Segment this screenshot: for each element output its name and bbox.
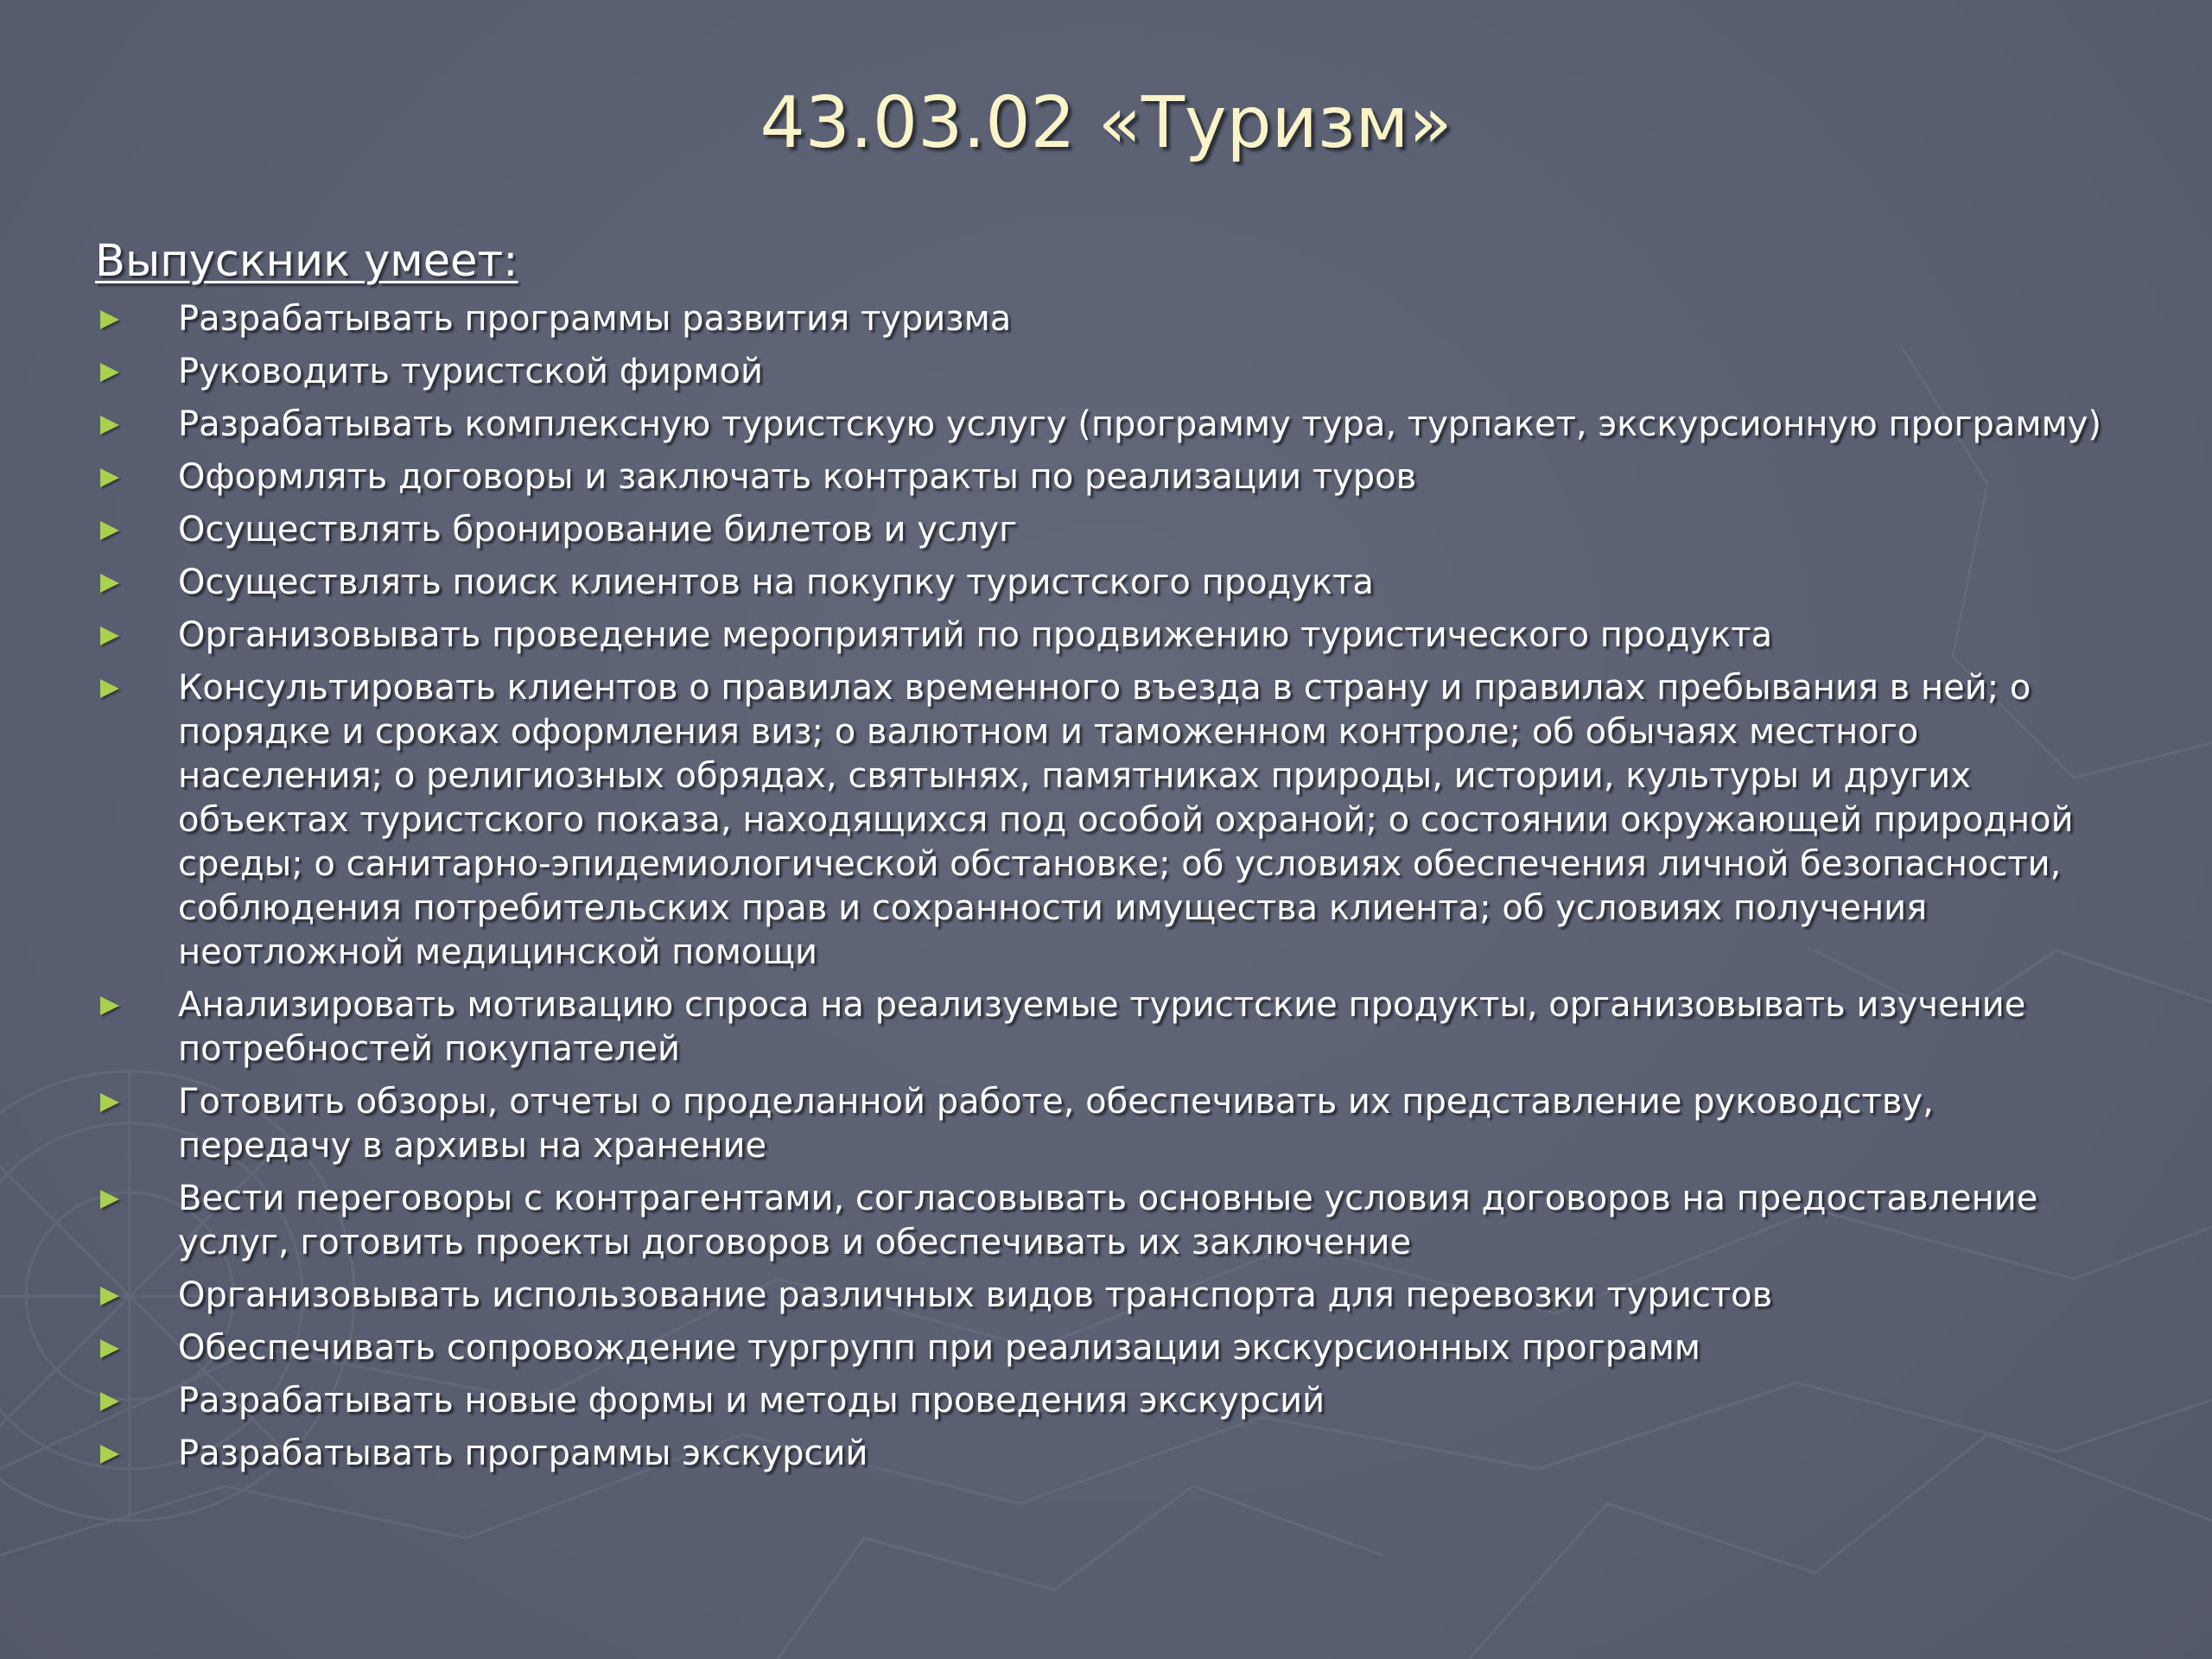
- triangle-bullet-icon: [100, 468, 119, 487]
- slide-title: 43.03.02 «Туризм»: [760, 82, 1452, 164]
- triangle-bullet-icon: [100, 1392, 119, 1411]
- skills-list: [95, 297, 2117, 1476]
- list-item: [95, 1177, 2117, 1265]
- triangle-bullet-icon: [100, 1093, 119, 1112]
- triangle-bullet-icon: [100, 679, 119, 698]
- slide-content: [95, 233, 2117, 1484]
- list-item-text: Анализировать мотивацию спроса на реализуемые туристские продукты, организовывать изучение потребностей покупателей: [178, 985, 2026, 1069]
- section-heading: Выпускник умеет:: [95, 236, 518, 287]
- list-item: [95, 1274, 2117, 1318]
- list-item-text: Разрабатывать программы экскурсий: [178, 1433, 868, 1473]
- triangle-bullet-icon: [100, 310, 119, 329]
- list-item: [95, 403, 2117, 447]
- list-item: [95, 1379, 2117, 1423]
- triangle-bullet-icon: [100, 626, 119, 645]
- list-item-text: Осуществлять поиск клиентов на покупку туристского продукта: [178, 563, 1374, 602]
- list-item-text: Осуществлять бронирование билетов и услуг: [178, 510, 1018, 550]
- list-item-text: Разрабатывать программы развития туризма: [178, 299, 1012, 339]
- list-item-text: Организовывать проведение мероприятий по продвижению туристического продукта: [178, 615, 1773, 655]
- list-item-text: Организовывать использование различных видов транспорта для перевозки туристов: [178, 1275, 1773, 1315]
- list-item-text: Консультировать клиентов о правилах временного въезда в страну и правилах пребывания в ней; о порядке и сроках оформления виз; о валютном и таможенном контроле; об обычаях местного населения; о религиозных обрядах, святынях, памятниках природы, истории, культуры и других объектах туристского показа, находящихся под особой охраной; о состоянии окружающей природной среды; о санитарно-эпидемиологической обстановке; об условиях обеспечения личной безопасности, соблюдения потребительских прав и сохранности имущества клиента; об условиях получения неотложной медицинской помощи: [178, 668, 2074, 972]
- list-item: [95, 350, 2117, 394]
- triangle-bullet-icon: [100, 996, 119, 1015]
- list-item-text: Обеспечивать сопровождение тургрупп при реализации экскурсионных программ: [178, 1328, 1700, 1368]
- triangle-bullet-icon: [100, 363, 119, 382]
- triangle-bullet-icon: [100, 416, 119, 435]
- list-item-text: Оформлять договоры и заключать контракты по реализации туров: [178, 457, 1417, 497]
- list-item-text: Вести переговоры с контрагентами, согласовывать основные условия договоров на предоставление услуг, готовить проекты договоров и обеспечивать их заключение: [178, 1179, 2038, 1262]
- list-item: [95, 1080, 2117, 1168]
- list-item: [95, 1432, 2117, 1476]
- list-item: [95, 666, 2117, 975]
- triangle-bullet-icon: [100, 1339, 119, 1358]
- list-item: [95, 455, 2117, 499]
- triangle-bullet-icon: [100, 574, 119, 593]
- list-item-text: Разрабатывать комплексную туристскую услугу (программу тура, турпакет, экскурсионную программу): [178, 404, 2102, 444]
- list-item: [95, 561, 2117, 605]
- list-item: [95, 1326, 2117, 1370]
- triangle-bullet-icon: [100, 521, 119, 540]
- list-item: [95, 508, 2117, 552]
- list-item: [95, 613, 2117, 658]
- list-item: [95, 983, 2117, 1071]
- list-item-text: Руководить туристской фирмой: [178, 352, 763, 391]
- list-item-text: Разрабатывать новые формы и методы проведения экскурсий: [178, 1381, 1325, 1421]
- triangle-bullet-icon: [100, 1190, 119, 1209]
- list-item: [95, 297, 2117, 341]
- list-item-text: Готовить обзоры, отчеты о проделанной работе, обеспечивать их представление руководству, передачу в архивы на хранение: [178, 1082, 1934, 1166]
- triangle-bullet-icon: [100, 1287, 119, 1306]
- triangle-bullet-icon: [100, 1445, 119, 1464]
